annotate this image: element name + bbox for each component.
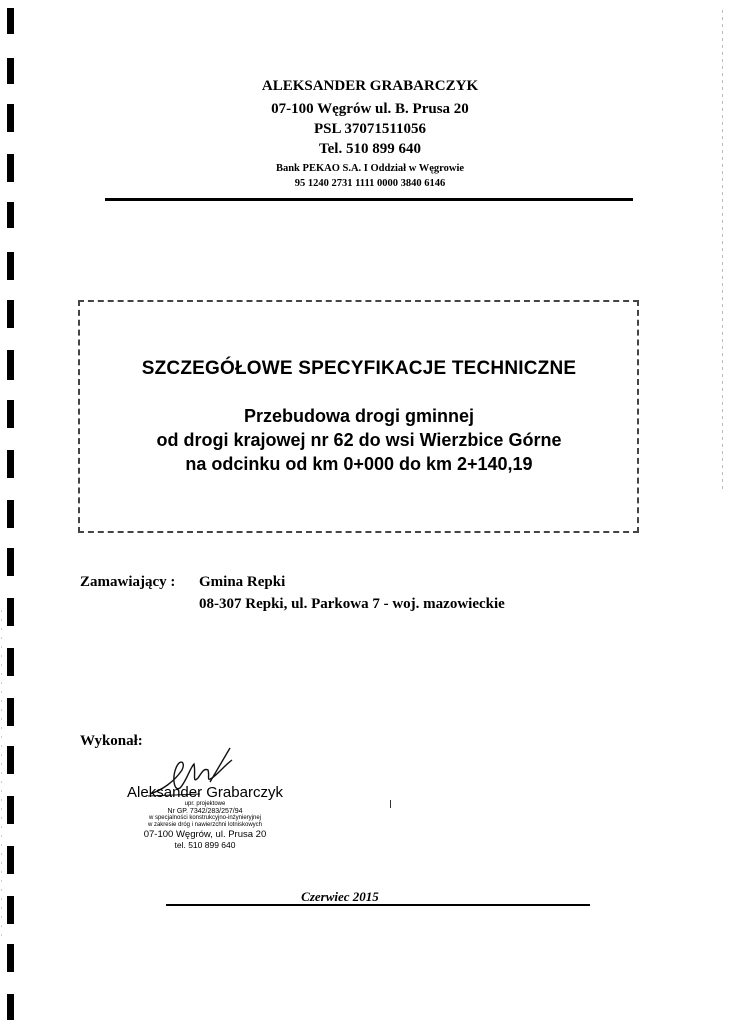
document-date: Czerwiec 2015 bbox=[301, 889, 379, 904]
binding-mark bbox=[7, 846, 14, 874]
binding-mark bbox=[7, 648, 14, 676]
binding-mark bbox=[7, 548, 14, 576]
binding-mark bbox=[7, 252, 14, 280]
stamp-line: upr. projektowe bbox=[184, 801, 226, 807]
binding-mark bbox=[7, 154, 14, 182]
header-name: ALEKSANDER GRABARCZYK bbox=[261, 78, 479, 94]
binding-mark bbox=[7, 500, 14, 528]
binding-mark bbox=[7, 796, 14, 824]
binding-mark bbox=[7, 896, 14, 924]
binding-mark bbox=[7, 698, 14, 726]
binding-mark bbox=[7, 746, 14, 774]
designer-stamp bbox=[110, 784, 300, 851]
binding-mark bbox=[7, 8, 14, 34]
stamp-line: w specjalności konstrukcyjno-inżynieryjnej bbox=[148, 815, 262, 821]
binding-mark bbox=[7, 450, 14, 478]
stamp-line: Nr GP. 7342/283/257/94 bbox=[167, 808, 243, 815]
client-name: Gmina Repki bbox=[199, 574, 286, 590]
scan-artifact bbox=[722, 10, 723, 490]
scan-mark bbox=[390, 800, 391, 808]
binding-mark bbox=[7, 400, 14, 428]
binding-mark bbox=[7, 598, 14, 626]
stamp-line: w zakresie dróg i nawierzchni lotniskowych bbox=[147, 822, 263, 828]
stamp-address: 07-100 Węgrów, ul. Prusa 20 bbox=[143, 829, 267, 840]
header-address: 07-100 Węgrów ul. B. Prusa 20 bbox=[271, 101, 469, 117]
stamp-tel: tel. 510 899 640 bbox=[174, 840, 236, 850]
binding-mark bbox=[7, 104, 14, 132]
binding-mark bbox=[7, 300, 14, 328]
client-label: Zamawiający : bbox=[80, 574, 176, 590]
binding-mark bbox=[7, 58, 14, 84]
binding-mark bbox=[7, 202, 14, 228]
scan-artifact bbox=[1, 610, 2, 940]
document-title: SZCZEGÓŁOWE SPECYFIKACJE TECHNICZNE bbox=[141, 358, 577, 379]
header-psl: PSL 37071511056 bbox=[313, 121, 427, 137]
binding-mark bbox=[7, 944, 14, 972]
binding-mark bbox=[7, 994, 14, 1020]
executor-label: Wykonał: bbox=[80, 733, 143, 749]
header-bank: Bank PEKAO S.A. I Oddział w Węgrowie bbox=[275, 163, 465, 174]
header-divider bbox=[105, 198, 633, 201]
binding-mark bbox=[7, 350, 14, 380]
document-subtitle-line1: Przebudowa drogi gminnej bbox=[243, 406, 474, 426]
header-account: 95 1240 2731 1111 0000 3840 6146 bbox=[294, 178, 446, 189]
document-subtitle-line3: na odcinku od km 0+000 do km 2+140,19 bbox=[185, 454, 533, 474]
client-address: 08-307 Repki, ul. Parkowa 7 - woj. mazowieckie bbox=[199, 596, 505, 612]
header-tel: Tel. 510 899 640 bbox=[319, 141, 421, 157]
stamp-name: Aleksander Grabarczyk bbox=[127, 784, 283, 801]
document-subtitle-line2: od drogi krajowej nr 62 do wsi Wierzbice Górne bbox=[156, 430, 562, 450]
footer-divider bbox=[166, 904, 590, 906]
